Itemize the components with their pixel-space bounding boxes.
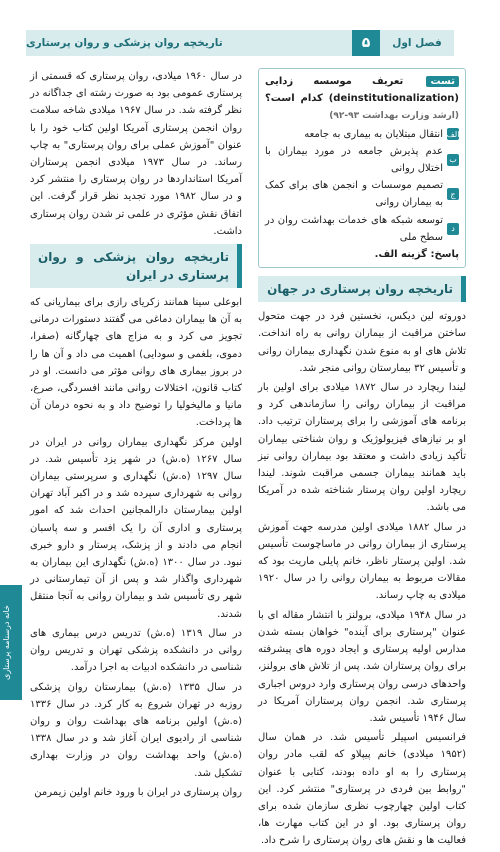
section-title-iran: تاریخچه روان پزشکی و روان پرستاری در ایران	[30, 244, 242, 288]
side-strip-text: خانه درسنامه پرستاری	[2, 605, 11, 680]
option-b	[265, 143, 459, 177]
option-key: ب	[447, 154, 459, 166]
page-number: ۵	[352, 30, 380, 56]
paragraph: در سال ۱۹۶۰ میلادی، روان پرستاری که قسمتی از پرستاری عمومی بود به صورت رشته ای جداگانه در نظر گرفته شد. در سال ۱۹۶۷ میلادی شاخه سلامت روان انجمن پرستاری آمریکا اولین کتاب خود را با عنوان "آموزش عملی برای روان پرستاری" به چاپ رساند. در سال ۱۹۷۳ میلادی انجمن پرستاران آمریکا استانداردها در روان پرستاری را منتشر کرد و در سال ۱۹۸۲ مورد تجدید نظر قرار گرفت. این اتفاق نقش مؤثری در علمی تر شدن روان پرستاری داشت.	[30, 71, 242, 237]
question-reference: (ارشد وزارت بهداشت ۹۳-۹۲)	[329, 111, 459, 122]
right-column	[258, 68, 466, 852]
option-text: انتقال مبتلایان به بیماری به جامعه	[304, 128, 443, 140]
left-column	[30, 68, 242, 803]
chapter-label: فصل اول	[380, 30, 454, 56]
header-title: تاریخچه روان پزشکی و روان پرستاری	[26, 30, 352, 56]
option-text: تصمیم موسسات و انجمن های برای کمک به بیماران روانی	[265, 180, 443, 209]
question-stem	[265, 73, 459, 126]
test-question-box	[258, 68, 466, 268]
option-key: ج	[447, 188, 459, 200]
option-c	[265, 177, 459, 211]
option-text: عدم پذیرش جامعه در مورد بیماران با اختلال روانی	[265, 145, 443, 175]
paragraph: ابوعلی سینا همانند زکریای رازی برای بیماریانی که به آن ها بیماران دماغی می گفتند دستورات درمانی تجویز می کرد و به مزاج های چهارگانه (صفرا، دموی، بلغمی و سودایی) اهمیت می داد و آن ها را در بروز بیماری های روانی مؤثر می دانست. او در کتاب قانون، اختلالات روانی مانند افسردگی، صرع، مانیا و مالیخولیا را توضیح داد و به نحوه درمان آن ها پرداخت.	[30, 297, 242, 429]
question-text: تعریف موسسه زدایی (deinstitutionalization) کدام است؟	[265, 76, 459, 105]
option-text: توسعه شبکه های خدمات بهداشت روان در سطح ملی	[265, 214, 443, 243]
option-key: الف	[446, 129, 460, 139]
paragraph: دوروته لین دیکس، نخستین فرد در جهت متحول ساختن مراقبت از بیماران روانی به راه انداخت. تلاش های او به منوع شدن نگهداری بیماران روانی و تأسیس ۳۲ بیمارستان روانی منجر شد.	[258, 311, 466, 374]
paragraph: در سال ۱۸۸۲ میلادی اولین مدرسه جهت آموزش پرستاری از بیماران روانی در ماساچوست تأسیس شد. اولین پرستار ناظر، خانم پایلی ماریت بود که مقالات مربوط به بیماران روانی را در سال ۱۹۲۰ میلادی به چاپ رساند.	[258, 521, 467, 602]
paragraph: در سال ۱۳۱۹ (ه.ش) تدریس درس بیماری های روانی در دانشکده پزشکی تهران و تدریس روان شناسی در دانشکده ادبیات به اجرا درآمد.	[30, 627, 242, 674]
paragraph: اولین مرکز نگهداری بیماران روانی در ایران در سال ۱۲۶۷ (ه.ش) در شهر یزد تأسیس شد. در سال ۱۲۹۷ (ه.ش) نگهداری و سرپرستی بیماران روانی به شهرداری سپرده شد و در اکبر آباد تهران اولین بیمارستان دارالمجانین احداث شد که امور پرستاری و اداری آن را یک افسر و سه پاسبان انجام می دادند و از پزشک، پرستار و دارو خبری نبود. در سال ۱۳۰۰ (ه.ش) نگهداری این بیماران به شهرداری واگذار شد و پس از آن تیمارستانی در شهر ری تأسیس شد و بیماران روانی به آنجا منتقل شدند.	[30, 436, 243, 620]
option-d	[265, 212, 459, 246]
paragraph: فرانسیس اسپیلر تأسیس شد. در همان سال (۱۹۵۲ میلادی) خانم پیپلاو که لقب مادر روان پرستاری را به او داده بودند، کتابی با عنوان "روابط بین فردی در پرستاری" منتشر کرد. این کتاب اولین چهارچوب نظری سازمان شده برای روان پرستاری بود. او در این کتاب مهارت ها، فعالیت ها و نقش های روان پرستاری را شرح داد.	[258, 732, 466, 847]
option-key: د	[447, 223, 459, 235]
section-title-world: تاریخچه روان پرستاری در جهان	[258, 276, 466, 302]
paragraph: لیندا ریچارد در سال ۱۸۷۲ میلادی برای اولین بار مراقبت از بیماران روانی را سازماندهی کرد و برنامه های آموزشی را برای پرستاران ترتیب داد. او بر نیازهای فیزیولوژیک و روان شناختی بیماران تأکید زیادی داشت و معتقد بود بیماران روانی نیز باید همانند بیماران جسمی مراقبت شوند. لیندا ریچارد اولین روان پرستار شناخته شده در آمریکا می باشد.	[258, 382, 466, 514]
question-label: تست	[426, 76, 459, 87]
paragraph: روان پرستاری در ایران با ورود خانم اولین زیمرمن	[34, 786, 242, 798]
page-header	[26, 30, 454, 56]
option-a	[265, 126, 459, 143]
paragraph: در سال ۱۹۴۸ میلادی، برولنز با انتشار مقاله ای با عنوان "پرستاری برای آینده" خواهان بسته شدن مدارس اولیه پرستاری و ایجاد دوره های پیشرفته برای روان پرستاران شد. پس از تلاش های برولنز، واحدهای درسی روان پرستاری وارد دروس اجباری پرستاری شد. انجمن روان پرستاران آمریکا در سال ۱۹۴۶ تأسیس شد.	[258, 609, 466, 724]
paragraph: در سال ۱۳۳۵ (ه.ش) بیمارستان روان پزشکی روزبه در تهران شروع به کار کرد. در سال ۱۳۳۶ (ه.ش) اولین برنامه های بهداشت روان و روان شناسی از رادیوی ایران آغاز شد و در سال ۱۳۳۸ (ه.ش) واحد بهداشت روان در وزارت بهداری تشکیل شد.	[30, 681, 242, 779]
question-answer: پاسخ: گزینه الف.	[374, 249, 459, 261]
